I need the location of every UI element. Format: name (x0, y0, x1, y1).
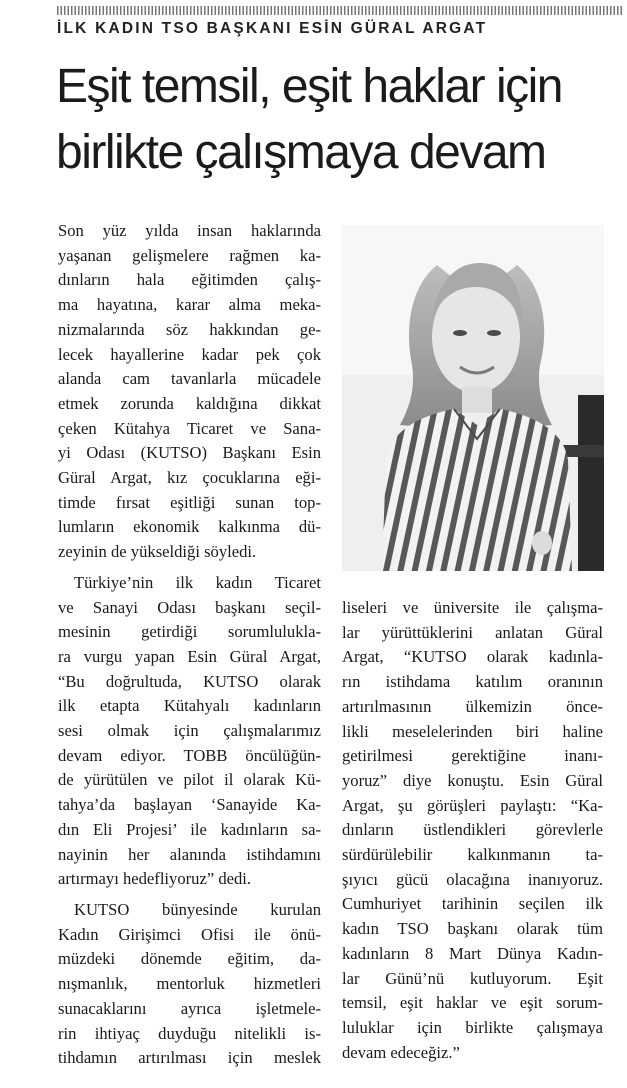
body-line: sunacaklarını ayrıca işletmele- (58, 998, 321, 1018)
body-line: Güral Argat, kız çocuklarına eği- (58, 468, 321, 488)
body-line: kadınların 8 Mart Dünya Kadın- (342, 943, 603, 963)
body-line: zeyinin de yükseldiği söyledi. (58, 542, 257, 562)
body-line: etmek zorunda kaldığına dikkat (58, 393, 321, 413)
body-line: sürdürülebilir kalkınmanın ta- (342, 845, 603, 865)
body-line: yaşanan gelişmelere rağmen ka- (58, 245, 321, 265)
body-line: müzdeki dönemde eğitim, da- (58, 949, 321, 969)
article-body-left-column (58, 219, 321, 1071)
body-line: nışmanlık, mentorluk hizmetleri (58, 974, 321, 994)
body-line: tahya’da başlayan ‘Sanayide Ka- (58, 795, 321, 815)
body-line: timde fırsat eşitliği sunan top- (58, 492, 321, 512)
body-line: nizmalarında söz hakkından ge- (58, 319, 321, 339)
body-line: luluklar için birlikte çalışmaya (342, 1017, 603, 1037)
body-line: Argat, “KUTSO olarak kadınla- (342, 647, 603, 667)
body-line: lar yürüttüklerini anlatan Güral (342, 622, 603, 642)
body-line: “Bu doğrultuda, KUTSO olarak (58, 671, 321, 691)
body-line: dınların hala eğitimden çalış- (58, 270, 321, 290)
body-line: Argat, şu görüşleri paylaştı: “Ka- (342, 795, 603, 815)
body-line: alanda cam tavanlarla mücadele (58, 369, 321, 389)
body-line: dın Eli Projesi’ ile kadınların sa- (58, 819, 321, 839)
body-line: Türkiye’nin ilk kadın Ticaret (74, 572, 321, 592)
article-headline (56, 54, 626, 186)
headline-line: Eşit temsil, eşit haklar için (56, 60, 562, 113)
body-line: kadın TSO başkanı olarak tüm (342, 919, 603, 939)
body-line: rın istihdama katılım oranının (342, 672, 603, 692)
body-line: KUTSO bünyesinde kurulan (74, 899, 321, 919)
body-line: yoruz” diye konuştu. Esin Güral (342, 770, 603, 790)
body-line: getirilmesi gerektiğine inanı- (342, 746, 603, 766)
body-line: devam ediyor. TOBB öncülüğün- (58, 745, 321, 765)
body-line: lar Günü’nü kutluyorum. Eşit (342, 968, 603, 988)
body-line: Son yüz yılda insan haklarında (58, 221, 321, 240)
headline-line: birlikte çalışmaya devam (56, 126, 546, 179)
article-kicker: İLK KADIN TSO BAŞKANI ESİN GÜRAL ARGAT (57, 20, 488, 37)
body-line: ra vurgu yapan Esin Güral Argat, (58, 646, 321, 666)
body-line: dınların üstlendikleri görevlerle (342, 820, 603, 840)
body-line: de yürütülen ve pilot il olarak Kü- (58, 770, 321, 790)
body-line: ilk etapta Kütahyalı kadınların (58, 696, 321, 716)
portrait-illustration (342, 225, 604, 571)
body-line: liseleri ve üniversite ile çalışma- (342, 598, 603, 617)
body-line: ma hayatına, karar alma meka- (58, 295, 321, 315)
body-line: yi Odası (KUTSO) Başkanı Esin (58, 443, 321, 463)
article-body-right-column (342, 596, 603, 1065)
body-line: lumların ekonomik kalkınma dü- (58, 517, 321, 537)
body-line: tihdamın artırılması için meslek (58, 1048, 321, 1068)
body-line: Kadın Girişimci Ofisi ile önü- (58, 924, 321, 944)
body-line: şıyıcı gücü olacağına inanıyoruz. (342, 869, 603, 889)
body-line: ve Sanayi Odası başkanı seçil- (58, 597, 321, 617)
body-line: devam edeceğiz.” (342, 1042, 460, 1062)
portrait-photo (342, 225, 604, 571)
body-line: rin ihtiyaç duyduğu nitelikli is- (58, 1023, 321, 1043)
body-line: nayinin her alanında istihdamını (58, 844, 321, 864)
body-line: artırmayı hedefliyoruz” dedi. (58, 869, 252, 889)
body-line: lecek hayallerine kadar pek çok (58, 344, 321, 364)
header-decorative-rule (57, 6, 624, 15)
body-line: mesinin getirdiği sorumlulukla- (58, 622, 321, 642)
body-line: Cumhuriyet tarihinin seçilen ilk (342, 894, 603, 914)
body-line: temsil, eşit haklar ve eşit sorum- (342, 993, 603, 1013)
body-line: artırılmasının ülkemizin önce- (342, 696, 603, 716)
body-line: likli meselelerinden biri haline (342, 721, 603, 741)
body-line: çeken Kütahya Ticaret ve Sana- (58, 418, 321, 438)
body-line: sesi olmak için çalışmalarımız (58, 721, 321, 741)
